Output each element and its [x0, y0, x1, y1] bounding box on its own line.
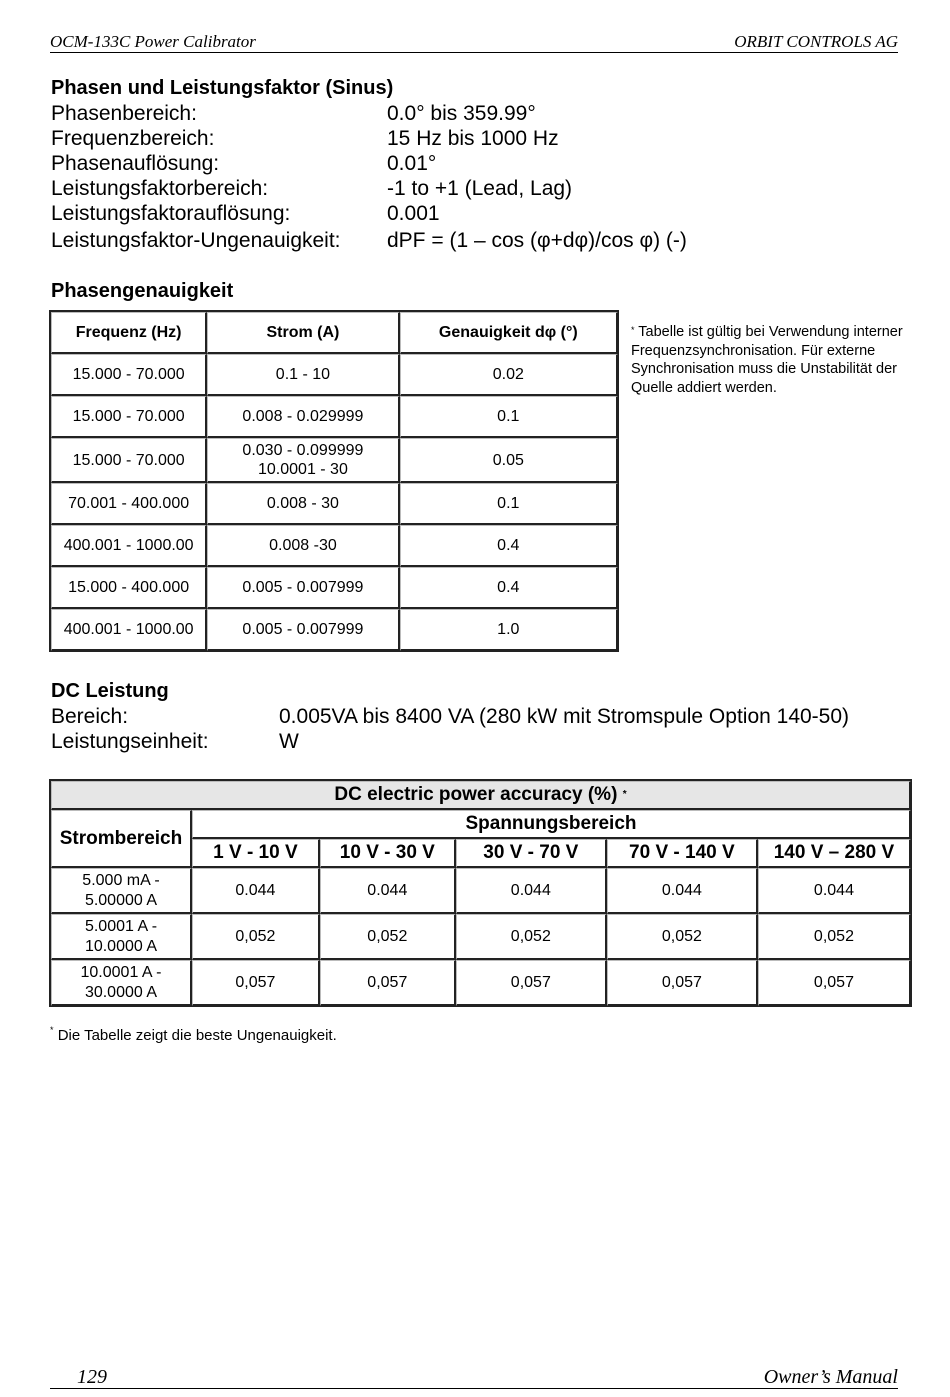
cell: 0.044: [607, 868, 758, 914]
cell: 0.4: [400, 525, 618, 567]
table-header-row: [51, 312, 618, 354]
phase-accuracy-table: [49, 310, 619, 652]
spec-value: dPF = (1 – cos (φ+dφ)/cos φ) (-): [387, 229, 687, 252]
table-row: [51, 567, 618, 609]
cell: 0.4: [400, 567, 618, 609]
cell: 0,052: [607, 914, 758, 960]
header-voltage-col: 70 V - 140 V: [607, 839, 758, 868]
header-voltage-col: 1 V - 10 V: [192, 839, 320, 868]
header-product-title: OCM-133C Power Calibrator: [50, 32, 256, 51]
cell: 0.044: [456, 868, 607, 914]
cell: 400.001 - 1000.00: [51, 525, 207, 567]
cell-line: 5.00000 A: [84, 891, 158, 909]
spec-value: 0.001: [387, 202, 440, 225]
footnote-mark: *: [50, 1025, 54, 1035]
spec-label: Leistungsfaktorauflösung:: [51, 202, 291, 225]
spec-label: Phasenbereich:: [51, 102, 197, 125]
cell: 0.008 -30: [207, 525, 399, 567]
section-phase-title: Phasen und Leistungsfaktor (Sinus): [51, 77, 394, 99]
cell: 0.1: [400, 483, 618, 525]
spec-label: Phasenauflösung:: [51, 152, 220, 175]
current-range-cell: [51, 868, 192, 914]
spec-value: 0.01°: [387, 152, 437, 175]
section-dc-power-title: DC Leistung: [51, 680, 169, 702]
cell: 0.008 - 30: [207, 483, 399, 525]
note-mark: *: [631, 325, 635, 335]
cell: 0,052: [758, 914, 911, 960]
cell-line: 10.0001 - 30: [258, 461, 348, 478]
header-voltage-range: Spannungsbereich: [192, 810, 911, 839]
spec-value: 0.005VA bis 8400 VA (280 kW mit Stromspule Option 140-50): [279, 705, 850, 728]
cell: 0,052: [456, 914, 607, 960]
footnote: [50, 1027, 337, 1044]
table-row: [51, 483, 618, 525]
header-current: Strom (A): [207, 312, 399, 354]
spec-value: 0.0° bis 359.99°: [387, 102, 536, 125]
cell: 400.001 - 1000.00: [51, 609, 207, 651]
cell-line: 30.0000 A: [84, 983, 158, 1001]
cell-line: 5.0001 A -: [84, 917, 158, 935]
table-row: [51, 868, 911, 914]
cell-line: 0.030 - 0.099999: [242, 442, 364, 459]
cell-line: 5.000 mA -: [82, 871, 160, 889]
page-header: [50, 32, 898, 53]
note-text: Tabelle ist gültig bei Verwendung interner Frequenzsynchronisation. Für externe Synchronisation muss die Unstabilität der Quelle addiert werden.: [631, 324, 903, 396]
cell-line: 10.0000 A: [84, 937, 158, 955]
spec-label: Leistungsfaktor-Ungenauigkeit:: [51, 229, 341, 252]
table-row: [51, 960, 911, 1006]
phase-table-note: [631, 323, 921, 397]
cell: 0.005 - 0.007999: [207, 567, 399, 609]
spec-label: Leistungsfaktorbereich:: [51, 177, 269, 200]
cell: 0,052: [320, 914, 456, 960]
table-row: [51, 354, 618, 396]
cell: 0.008 - 0.029999: [207, 396, 399, 438]
footer-manual-title: Owner’s Manual: [763, 1366, 898, 1388]
dc-table-title-text: DC electric power accuracy (%): [334, 784, 618, 805]
cell: 0,057: [192, 960, 320, 1006]
dc-table-title: [51, 781, 911, 810]
cell: 15.000 - 70.000: [51, 438, 207, 483]
cell: 0.044: [758, 868, 911, 914]
spec-value: W: [279, 730, 299, 753]
header-frequency: Frequenz (Hz): [51, 312, 207, 354]
page-footer: [50, 1366, 898, 1389]
cell: 0.044: [320, 868, 456, 914]
footnote-text: Die Tabelle zeigt die beste Ungenauigkeit.: [57, 1027, 337, 1044]
cell: 0.1 - 10: [207, 354, 399, 396]
table-row: [51, 438, 618, 483]
page-number: 129: [77, 1366, 107, 1388]
spec-label: Bereich:: [51, 705, 129, 728]
cell: 15.000 - 70.000: [51, 396, 207, 438]
spec-label: Frequenzbereich:: [51, 127, 215, 150]
spec-value: 15 Hz bis 1000 Hz: [387, 127, 559, 150]
cell: 0.044: [192, 868, 320, 914]
table-row: [51, 609, 618, 651]
cell: 0,052: [192, 914, 320, 960]
current-range-cell: [51, 960, 192, 1006]
cell: 0,057: [758, 960, 911, 1006]
cell: 0.05: [400, 438, 618, 483]
cell: 0.005 - 0.007999: [207, 609, 399, 651]
header-voltage-col: 30 V - 70 V: [456, 839, 607, 868]
cell: 15.000 - 400.000: [51, 567, 207, 609]
header-voltage-col: 10 V - 30 V: [320, 839, 456, 868]
cell: 70.001 - 400.000: [51, 483, 207, 525]
cell: 0,057: [320, 960, 456, 1006]
dc-power-accuracy-table: [49, 779, 912, 1007]
header-voltage-col: 140 V – 280 V: [758, 839, 911, 868]
table-row: [51, 396, 618, 438]
section-phase-accuracy-title: Phasengenauigkeit: [51, 280, 234, 302]
cell: 15.000 - 70.000: [51, 354, 207, 396]
cell: 0.02: [400, 354, 618, 396]
cell: 1.0: [400, 609, 618, 651]
table-header-row: [51, 810, 911, 839]
header-company: ORBIT CONTROLS AG: [734, 32, 898, 51]
header-current-range: Strombereich: [51, 810, 192, 868]
cell-line: 10.0001 A -: [80, 963, 162, 981]
cell: 0.1: [400, 396, 618, 438]
cell: 0,057: [456, 960, 607, 1006]
current-range-cell: [51, 914, 192, 960]
spec-value: -1 to +1 (Lead, Lag): [387, 177, 573, 200]
dc-table-title-mark: *: [622, 789, 627, 800]
cell-two-line: [207, 438, 399, 483]
cell: 0,057: [607, 960, 758, 1006]
header-accuracy: Genauigkeit dφ (°): [400, 312, 618, 354]
table-row: [51, 525, 618, 567]
table-title-row: [51, 781, 911, 810]
table-row: [51, 914, 911, 960]
spec-label: Leistungseinheit:: [51, 730, 209, 753]
